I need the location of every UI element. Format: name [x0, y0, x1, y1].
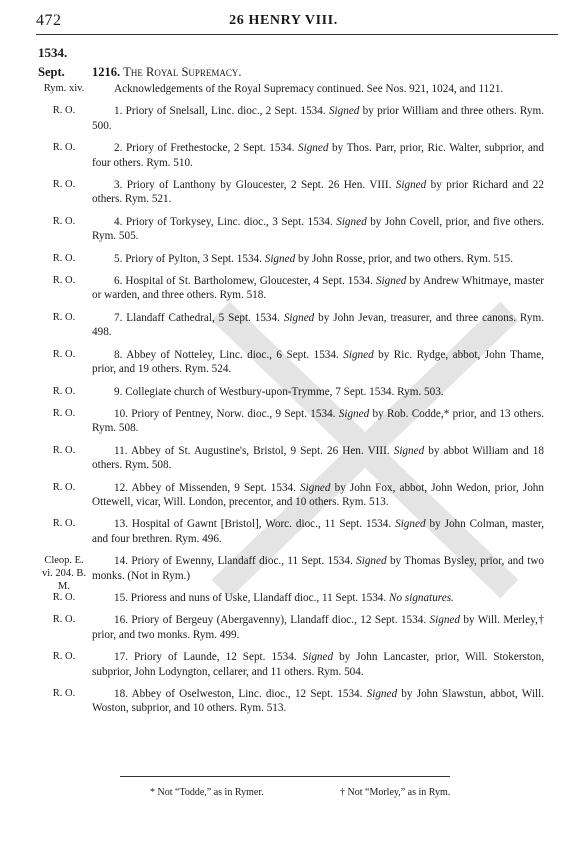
entry-text-part: 15. Prioress and nuns of Uske, Llandaff dioc., 11 Sept. 1534. — [114, 591, 389, 604]
entry-row — [0, 178, 567, 207]
entry-gap — [0, 436, 567, 444]
margin-reference: R. O. — [52, 215, 76, 227]
entry-gap — [0, 96, 567, 104]
entry-text-part: 16. Priory of Bergeuy (Abergavenny), Llandaff dioc., 12 Sept. 1534. — [114, 614, 430, 627]
entry-text-part: 11. Abbey of St. Augustine's, Bristol, 9 Sept. 26 Hen. VIII. — [114, 444, 394, 457]
margin-reference: R. O. — [52, 252, 76, 264]
entry-italic-text: Signed — [429, 614, 460, 627]
entry-gap — [0, 266, 567, 274]
entry-text — [92, 554, 544, 583]
entry-italic-text: No signatures. — [389, 591, 454, 604]
entry-list — [0, 96, 567, 715]
entry-text-part: by prior William and three others. Rym. 500. — [92, 105, 544, 132]
entry-text — [92, 274, 544, 303]
entry-text-part: by Andrew Whitmaye, master or warden, and three others. Rym. 518. — [92, 275, 544, 302]
entry-text — [92, 481, 544, 510]
running-head: 26 HENRY VIII. — [229, 13, 338, 28]
entry-row — [0, 444, 567, 473]
entry-italic-text: Signed — [338, 407, 370, 420]
footnote-rule — [120, 776, 450, 777]
margin-reference: R. O. — [52, 614, 76, 626]
footnote: † Not “Morley,” as in Rym. — [340, 787, 451, 798]
entry-text — [92, 385, 544, 399]
header-rule — [36, 34, 558, 35]
entry-text — [92, 650, 544, 679]
entry-italic-text: Signed — [300, 481, 331, 494]
entry-text — [92, 517, 544, 546]
entry-text-part: 10. Priory of Pentney, Norw. dioc., 9 Sept. 1534. — [114, 407, 339, 420]
entry-text-part: 6. Hospital of St. Bartholomew, Gloucester, 4 Sept. 1534. — [114, 275, 376, 288]
entry-row — [0, 481, 567, 510]
entry-text-part: by Thos. Parr, prior, Ric. Walter, subprior, and four others. Rym. 510. — [92, 142, 544, 169]
entry-gap — [0, 303, 567, 311]
entry-row — [0, 104, 567, 133]
entry-gap — [0, 244, 567, 252]
entry-row — [0, 517, 567, 546]
entry-row — [0, 613, 567, 642]
entry-gap — [0, 170, 567, 178]
entry-gap — [0, 340, 567, 348]
margin-reference: R. O. — [52, 275, 76, 287]
section-title: The Royal Supremacy. — [123, 65, 242, 79]
entry-text-part: 5. Priory of Pylton, 3 Sept. 1534. — [114, 252, 265, 265]
entry-row — [0, 687, 567, 716]
entry-text-part: 12. Abbey of Missenden, 9 Sept. 1534. — [114, 481, 301, 494]
entry-text-part: 13. Hospital of Gawnt [Bristol], Worc. dioc., 11 Sept. 1534. — [114, 518, 396, 531]
page-number: 472 — [36, 12, 62, 29]
entry-text-part: 7. Llandaff Cathedral, 5 Sept. 1534. — [114, 311, 284, 324]
entry-text — [92, 104, 544, 133]
entry-text-part: by Will. Merley,† prior, and two monks. Rym. 499. — [92, 614, 544, 641]
entry-row — [0, 385, 567, 399]
entry-text — [92, 348, 544, 377]
entry-row — [0, 591, 567, 605]
entry-row — [0, 348, 567, 377]
entry-gap — [0, 642, 567, 650]
entry-row — [0, 274, 567, 303]
entry-gap — [0, 546, 567, 554]
entry-italic-text: Signed — [395, 518, 426, 531]
entry-gap — [0, 509, 567, 517]
intro-row — [0, 82, 567, 96]
entry-text-part: 1. Priory of Snelsall, Linc. dioc., 2 Sept. 1534. — [114, 105, 329, 118]
entry-text-part: by John Colman, master, and four brethren. Rym. 496. — [92, 518, 545, 545]
entry-text-part: by John Rosse, prior, and two others. Rym. 515. — [295, 252, 514, 265]
entry-italic-text: Signed — [283, 311, 315, 324]
entry-italic-text: Signed — [393, 444, 425, 457]
entry-text-part: 18. Abbey of Oselweston, Linc. dioc., 12 Sept. 1534. — [114, 688, 367, 700]
page-header — [0, 12, 567, 34]
margin-reference: Cleop. E. vi. 204. B. M. — [41, 555, 87, 593]
margin-reference: R. O. — [52, 688, 76, 699]
entry-gap — [0, 399, 567, 407]
entry-text-part: by Thomas Bysley, prior, and two monks. (Not in Rym.) — [92, 555, 544, 582]
document-body — [0, 44, 567, 716]
entry-italic-text: Signed — [343, 348, 374, 361]
margin-reference: R. O. — [52, 591, 76, 603]
entry-text-part: by John Fox, abbot, John Wedon, prior, John Ottewell, vicar, Will. London, precentor, and 10 others. Rym. 513. — [92, 481, 544, 508]
entry-row — [0, 407, 567, 436]
entry-italic-text: Signed — [375, 275, 407, 288]
entry-row — [0, 650, 567, 679]
entry-text — [92, 178, 544, 207]
entry-text-part: by Ric. Rydge, abbot, John Thame, prior, and 19 others. Rym. 524. — [92, 348, 544, 376]
margin-reference: R. O. — [52, 142, 76, 154]
entry-gap — [0, 207, 567, 215]
intro-text: Acknowledgements of the Royal Supremacy continued. See Nos. 921, 1024, and 1121. — [114, 83, 504, 95]
entry-gap — [0, 679, 567, 687]
entry-gap — [0, 133, 567, 141]
entry-text-part: by John Covell, prior, and five others. Rym. 505. — [92, 215, 544, 243]
entry-text-part: by John Jevan, treasurer, and three canons. Rym. 498. — [92, 311, 545, 339]
margin-reference: Rym. xiv. — [43, 83, 85, 94]
year-heading: 1534. — [38, 45, 68, 60]
entry-gap — [0, 605, 567, 613]
entry-text — [92, 407, 544, 436]
margin-reference: R. O. — [52, 105, 76, 117]
entry-text-part: 3. Priory of Lanthony by Gloucester, 2 Sept. 26 Hen. VIII. — [114, 179, 396, 192]
entry-text-part: by John Slawstun, abbot, Will. Woston, subprior, and 10 others. Rym. 513. — [92, 688, 544, 715]
entry-text-part: by Rob. Codde,* prior, and 13 others. Rym. 508. — [92, 407, 544, 435]
entry-row — [0, 215, 567, 244]
entry-text — [92, 252, 544, 266]
entry-italic-text: Signed — [264, 252, 296, 265]
margin-reference: R. O. — [52, 444, 76, 456]
entry-italic-text: Signed — [328, 105, 360, 118]
entry-text — [92, 444, 544, 473]
entry-text-part: by prior Richard and 22 others. Rym. 521. — [92, 179, 544, 206]
entry-text-part: 8. Abbey of Notteley, Linc. dioc., 6 Sept. 1534. — [114, 348, 344, 361]
entry-italic-text: Signed — [366, 688, 398, 700]
margin-reference: R. O. — [52, 651, 76, 663]
entry-text-part: 4. Priory of Torkysey, Linc. dioc., 3 Sept. 1534. — [114, 215, 337, 228]
entry-text-part: by abbot William and 18 others. Rym. 508. — [92, 444, 544, 472]
entry-text-part: 2. Priory of Frethestocke, 2 Sept. 1534. — [114, 142, 299, 155]
entry-text — [92, 311, 544, 340]
entry-text-part: 9. Collegiate church of Westbury-upon-Trymme, 7 Sept. 1534. Rym. 503. — [114, 385, 444, 398]
section-number: 1216. — [92, 65, 121, 79]
entry-row — [0, 554, 567, 593]
entry-text-part: 17. Priory of Launde, 12 Sept. 1534. — [114, 651, 303, 664]
margin-reference: R. O. — [52, 407, 76, 419]
entry-text — [92, 687, 544, 716]
margin-reference: R. O. — [52, 311, 76, 323]
entry-italic-text: Signed — [395, 179, 427, 192]
entry-text — [92, 215, 544, 244]
margin-reference: R. O. — [52, 518, 76, 530]
month-label: Sept. — [38, 65, 65, 79]
section-heading — [92, 62, 242, 82]
margin-reference: R. O. — [52, 385, 76, 397]
entry-text-part: by John Lancaster, prior, Will. Stokerston, subprior, John Lodyngton, cellarer, and 11 others. Rym. 504. — [92, 651, 544, 678]
entry-italic-text: Signed — [302, 651, 334, 664]
margin-reference: R. O. — [52, 348, 76, 360]
entry-italic-text: Signed — [356, 555, 387, 568]
entry-text-part: 14. Priory of Ewenny, Llandaff dioc., 11 Sept. 1534. — [114, 555, 357, 568]
entry-row — [0, 311, 567, 340]
section-heading-row — [0, 62, 567, 82]
entry-gap — [0, 473, 567, 481]
margin-reference: R. O. — [52, 179, 76, 191]
entry-text — [92, 613, 544, 642]
entry-gap — [0, 377, 567, 385]
entry-row — [0, 141, 567, 170]
margin-reference: R. O. — [52, 481, 76, 493]
entry-text — [92, 591, 544, 605]
footnote: * Not “Todde,” as in Rymer. — [150, 787, 264, 798]
entry-italic-text: Signed — [336, 215, 367, 228]
entry-italic-text: Signed — [298, 142, 329, 155]
entry-row — [0, 252, 567, 266]
entry-text — [92, 141, 544, 170]
